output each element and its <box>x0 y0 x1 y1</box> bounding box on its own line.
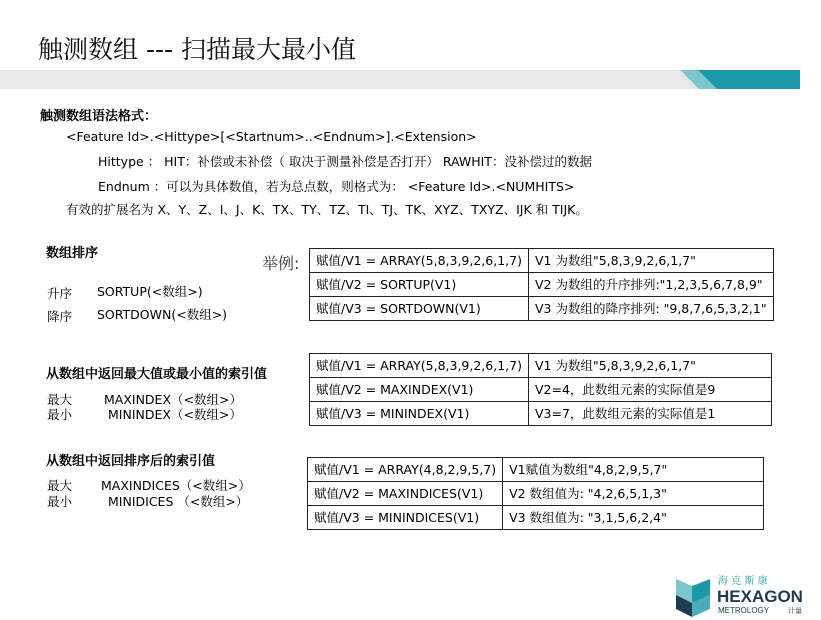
endnum-description: Endnum ：可以为具体数值，若为总点数，则格式为： <Feature Id>.<NUMHITS> <box>98 179 575 194</box>
indices-min-label: 最小 <box>47 494 73 509</box>
table-row <box>310 249 774 273</box>
sort-asc-label: 升序 <box>47 286 73 301</box>
syntax-heading: 触测数组语法格式： <box>40 109 158 124</box>
indices-example-table <box>307 457 764 530</box>
sort-desc-function: SORTDOWN(<数组>) <box>97 307 228 322</box>
logo-subtitle: METROLOGY <box>718 606 770 615</box>
table-cell-result: V3 数组值为: "3,1,5,6,2,4" <box>503 506 764 530</box>
logo-chinese-name: 海 克 斯 康 <box>718 576 768 587</box>
table-row <box>310 354 772 378</box>
hexagon-logo-icon <box>676 579 710 617</box>
table-row <box>308 506 764 530</box>
table-cell-code: 赋值/V1 = ARRAY(5,8,3,9,2,6,1,7) <box>310 249 529 273</box>
table-cell-result: V2 数组值为: "4,2,6,5,1,3" <box>503 482 764 506</box>
sort-desc-label: 降序 <box>47 309 73 324</box>
table-cell-code: 赋值/V2 = MAXINDICES(V1) <box>308 482 503 506</box>
table-row <box>308 482 764 506</box>
table-cell-result: V1 为数组"5,8,3,9,2,6,1,7" <box>528 354 771 378</box>
table-row <box>310 273 774 297</box>
header-bar <box>0 70 800 89</box>
table-cell-code: 赋值/V1 = ARRAY(4,8,2,9,5,7) <box>308 458 503 482</box>
maxmin-max-function: MAXINDEX（<数组>） <box>104 392 242 407</box>
hexagon-metrology-logo <box>676 573 806 617</box>
logo-subtitle-cn: 计量 <box>788 607 802 615</box>
table-cell-result: V1赋值为数组"4,8,2,9,5,7" <box>503 458 764 482</box>
maxmin-example-table <box>309 353 772 426</box>
table-row <box>310 378 772 402</box>
table-cell-code: 赋值/V3 = MININDICES(V1) <box>308 506 503 530</box>
table-cell-code: 赋值/V2 = SORTUP(V1) <box>310 273 529 297</box>
table-cell-result: V2 为数组的升序排列:"1,2,3,5,6,7,8,9" <box>528 273 773 297</box>
table-cell-code: 赋值/V1 = ARRAY(5,8,3,9,2,6,1,7) <box>310 354 529 378</box>
table-row <box>308 458 764 482</box>
indices-max-function: MAXINDICES（<数组>） <box>101 478 251 493</box>
table-row <box>310 297 774 321</box>
indices-min-function: MINIDICES （<数组>） <box>108 494 249 509</box>
indices-heading: 从数组中返回排序后的索引值 <box>46 454 216 469</box>
maxmin-min-label: 最小 <box>47 407 73 422</box>
table-cell-code: 赋值/V3 = MININDEX(V1) <box>310 402 529 426</box>
hittype-description: Hittype ： HIT：补偿或未补偿（ 取决于测量补偿是否打开） RAWHIT：没补偿过的数据 <box>98 154 592 169</box>
table-cell-result: V3=7，此数组元素的实际值是1 <box>528 402 771 426</box>
header-bar-accent <box>680 70 800 89</box>
maxmin-max-label: 最大 <box>47 392 73 407</box>
table-cell-result: V3 为数组的降序排列: "9,8,7,6,5,3,2,1" <box>528 297 773 321</box>
indices-max-label: 最大 <box>47 478 73 493</box>
example-label: 举例: <box>262 254 300 273</box>
table-cell-result: V1 为数组"5,8,3,9,2,6,1,7" <box>528 249 773 273</box>
sort-asc-function: SORTUP(<数组>) <box>97 284 203 299</box>
table-row <box>310 402 772 426</box>
sort-example-table <box>309 248 774 321</box>
sort-heading: 数组排序 <box>46 246 99 261</box>
table-cell-result: V2=4，此数组元素的实际值是9 <box>528 378 771 402</box>
syntax-format: <Feature Id>.<Hittype>[<Startnum>..<Endnum>].<Extension> <box>66 129 477 144</box>
table-cell-code: 赋值/V3 = SORTDOWN(V1) <box>310 297 529 321</box>
logo-brand: HEXAGON <box>717 587 803 606</box>
maxmin-min-function: MININDEX（<数组>） <box>108 407 242 422</box>
maxmin-heading: 从数组中返回最大值或最小值的索引值 <box>46 367 268 382</box>
table-cell-code: 赋值/V2 = MAXINDEX(V1) <box>310 378 529 402</box>
page-title: 触测数组 --- 扫描最大最小值 <box>38 35 356 64</box>
extensions-description: 有效的扩展名为 X、Y、Z、I、J、K、TX、TY、TZ、TI、TJ、TK、XYZ、TXYZ、IJK 和 TIJK。 <box>66 202 588 217</box>
